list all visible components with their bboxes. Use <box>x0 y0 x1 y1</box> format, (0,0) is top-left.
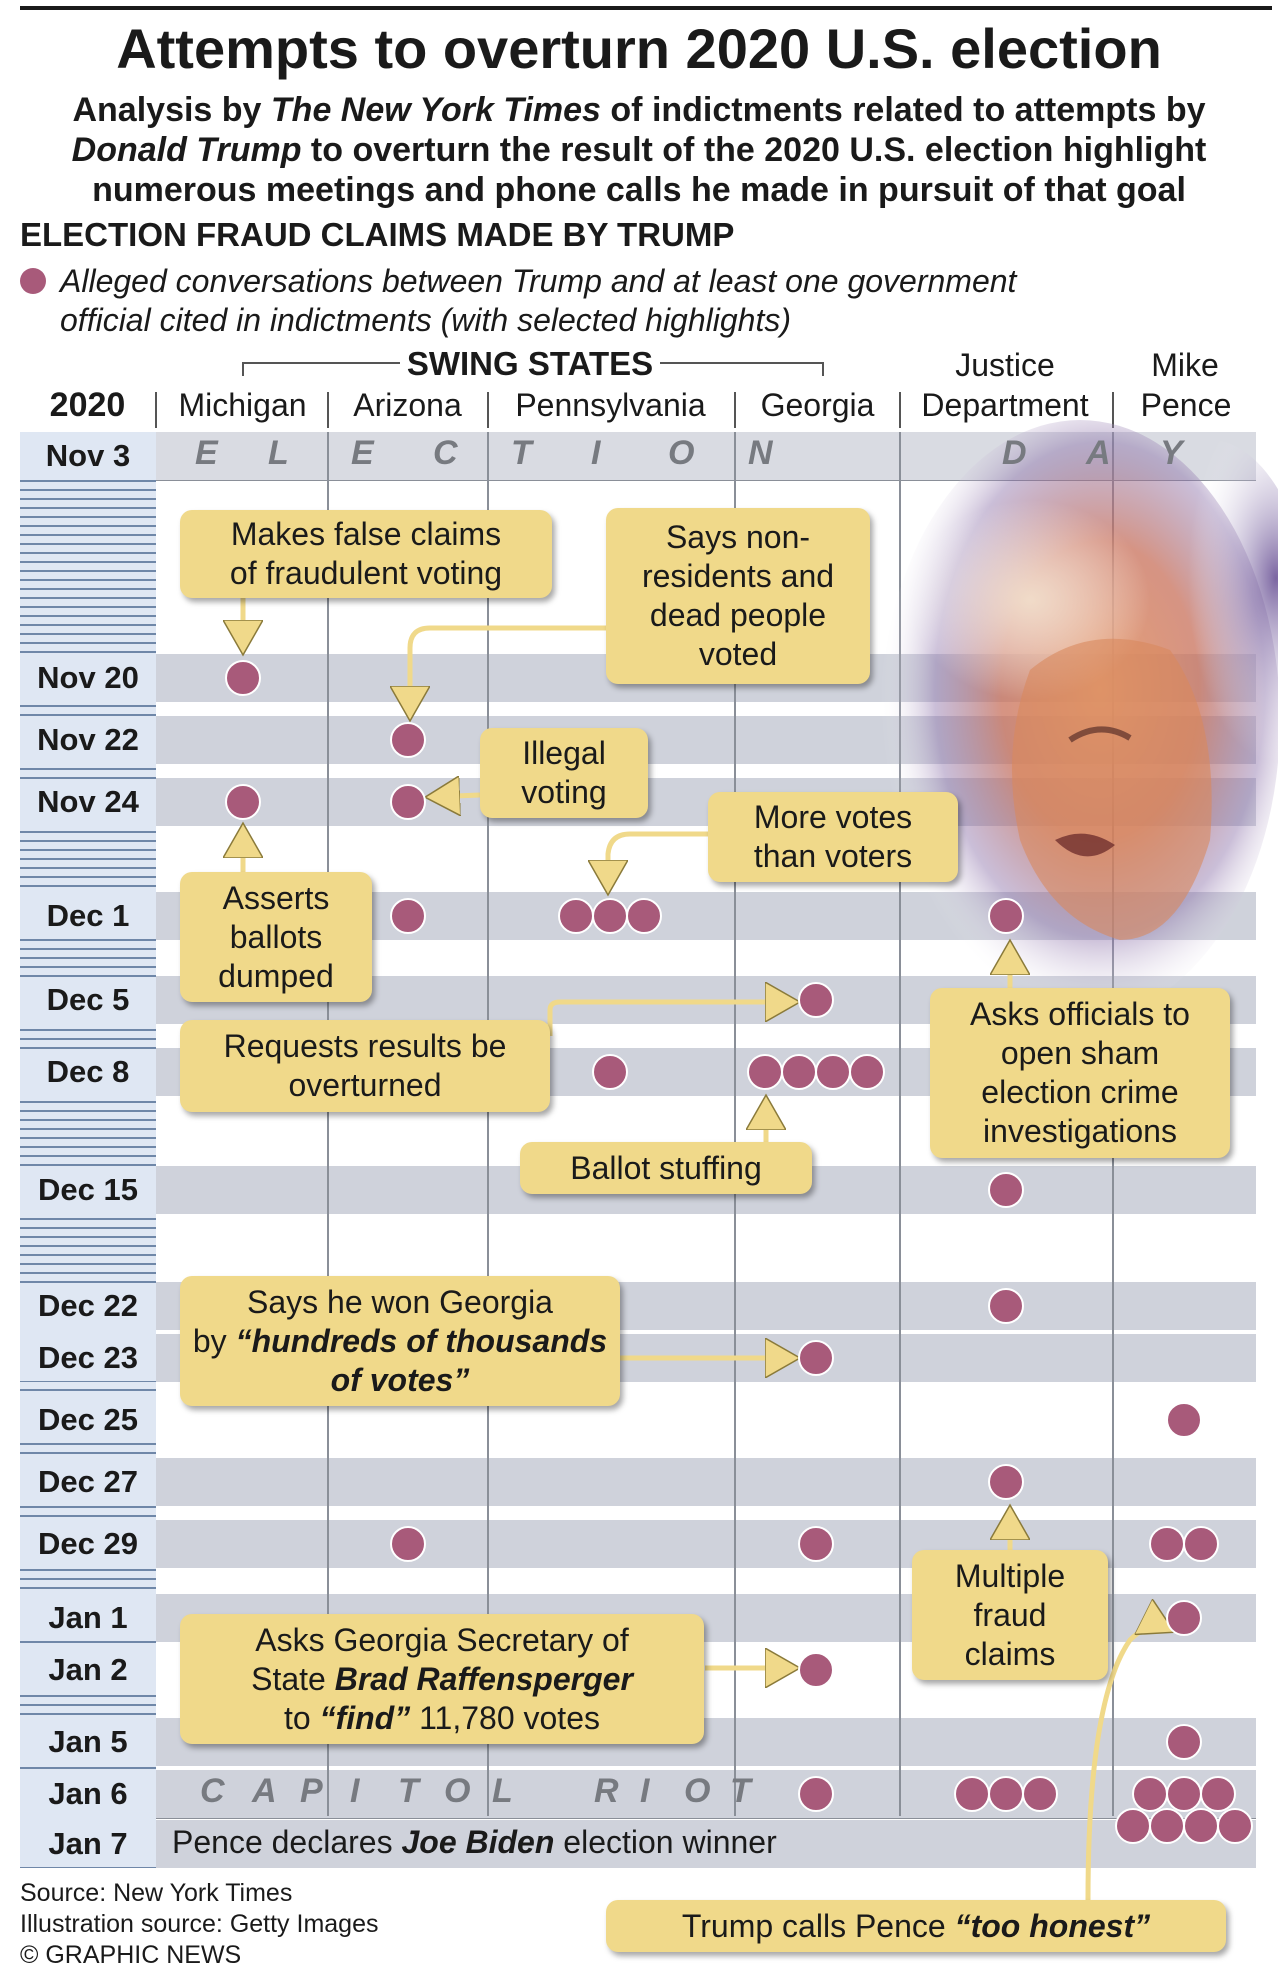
arrow-illegal-voting <box>430 795 480 797</box>
col-header-georgia: Georgia <box>760 387 875 423</box>
callout-multiple-fraud <box>912 1550 1108 1680</box>
pence-header-line2: Pence <box>1140 387 1232 423</box>
election-day-letter: T <box>511 434 532 472</box>
date-label: Dec 15 <box>20 1167 156 1213</box>
capitol-riot-letter: O <box>444 1772 471 1810</box>
conversation-dot <box>626 898 662 934</box>
date-label: Dec 27 <box>20 1459 156 1505</box>
conversation-dot <box>592 898 628 934</box>
conversation-dot <box>1166 1402 1202 1438</box>
conversation-dot <box>1166 1600 1202 1636</box>
raffensperger-line1: Asks Georgia Secretary of <box>255 1621 629 1658</box>
election-day-letter: D <box>1002 434 1027 472</box>
arrow-more-votes <box>608 834 720 890</box>
col-header-michigan: Michigan <box>178 387 307 423</box>
conversation-dot <box>390 898 426 934</box>
capitol-riot-letter: I <box>350 1772 360 1810</box>
illustration-source-line: Illustration source: Getty Images <box>20 1910 379 1938</box>
date-label: Jan 7 <box>20 1821 156 1867</box>
election-day-letter: E <box>195 434 218 472</box>
capitol-riot-letter: R <box>594 1772 619 1810</box>
callout-won-georgia <box>180 1276 620 1406</box>
callout-won-georgia-text <box>180 1283 620 1400</box>
won-georgia-quote: “hundreds of thousands of votes” <box>235 1322 608 1398</box>
callout-too-honest <box>606 1900 1226 1952</box>
year-header: 2020 <box>49 386 126 424</box>
raffensperger-name: Brad Raffensperger <box>334 1660 633 1697</box>
arrow-non-residents <box>410 628 610 716</box>
date-label: Jan 2 <box>20 1647 156 1693</box>
conversation-dot <box>781 1054 817 1090</box>
conversation-dot <box>1022 1776 1058 1812</box>
election-day-letter: I <box>591 434 601 472</box>
source-line: Source: New York Times <box>20 1879 293 1907</box>
callout-results-overturned <box>180 1020 550 1112</box>
jan7-after: election winner <box>554 1824 777 1860</box>
capitol-riot-letter: L <box>492 1772 513 1810</box>
conversation-dot <box>1132 1776 1168 1812</box>
conversation-dot <box>390 722 426 758</box>
capitol-riot-letter: T <box>730 1772 751 1810</box>
conversation-dot <box>1217 1808 1253 1844</box>
capitol-riot-letter: C <box>200 1772 225 1810</box>
conversation-dot <box>558 898 594 934</box>
date-label: Dec 5 <box>20 977 156 1023</box>
callout-too-honest-text <box>682 1907 1150 1946</box>
callout-non-residents <box>606 508 870 684</box>
callout-ballots-dumped <box>180 872 372 1002</box>
page-title: Attempts to overturn 2020 U.S. election <box>116 17 1162 80</box>
conversation-dot <box>225 660 261 696</box>
callout-more-votes <box>708 792 958 882</box>
conversation-dot <box>798 1340 834 1376</box>
capitol-riot-letter: P <box>300 1772 323 1810</box>
conversation-dot <box>1183 1526 1219 1562</box>
conversation-dot <box>988 1172 1024 1208</box>
capitol-riot-letter: O <box>684 1772 711 1810</box>
subtitle-nyt: The New York Times <box>270 91 601 129</box>
date-label: Dec 8 <box>20 1049 156 1095</box>
section-heading: ELECTION FRAUD CLAIMS MADE BY TRUMP <box>20 216 735 253</box>
callout-ballot-stuffing-text: Ballot stuffing <box>570 1149 762 1186</box>
conversation-dot <box>1200 1776 1236 1812</box>
raffensperger-state: State <box>251 1660 335 1697</box>
conversation-dot <box>1166 1776 1202 1812</box>
conversation-dot <box>592 1054 628 1090</box>
callout-raffensperger-text <box>251 1621 633 1738</box>
date-label: Dec 22 <box>20 1283 156 1329</box>
callout-false-claims <box>180 510 552 598</box>
subtitle-part3: to overturn the result of the 2020 U.S. election highlight numerous meetings and phone calls he made in pursuit of that goal <box>92 131 1207 209</box>
subtitle-trump: Donald Trump <box>71 131 302 169</box>
conversation-dot <box>1115 1808 1151 1844</box>
date-label: Nov 24 <box>20 779 156 825</box>
conversation-dot <box>1183 1808 1219 1844</box>
conversation-dot <box>225 784 261 820</box>
election-day-letter: N <box>748 434 773 472</box>
callout-raffensperger <box>180 1614 704 1744</box>
election-day-letter: C <box>433 434 458 472</box>
legend-line2: official cited in indictments (with selected highlights) <box>60 302 791 338</box>
conversation-dot <box>1166 1724 1202 1760</box>
source-credits <box>20 1878 378 1971</box>
conversation-dot <box>390 1526 426 1562</box>
conversation-dot <box>798 1776 834 1812</box>
callout-ballots-dumped-text: Asserts ballots dumped <box>218 879 334 994</box>
callout-non-residents-text: Says non-residents and dead people voted <box>641 519 835 672</box>
capitol-riot-letter: T <box>398 1772 419 1810</box>
date-label: Jan 6 <box>20 1771 156 1817</box>
callout-multiple-fraud-text: Multiple fraud claims <box>954 1557 1066 1672</box>
election-day-letter: A <box>1086 434 1111 472</box>
election-day-letter: Y <box>1160 434 1183 472</box>
conversation-dot <box>988 1776 1024 1812</box>
callout-false-claims-text: Makes false claims of fraudulent voting <box>229 516 503 591</box>
justice-header-line1: Justice <box>955 347 1055 383</box>
date-label: Nov 20 <box>20 655 156 701</box>
date-label: Dec 25 <box>20 1397 156 1443</box>
jan7-name: Joe Biden <box>401 1824 555 1860</box>
date-label: Jan 1 <box>20 1595 156 1641</box>
won-georgia-line1: Says he won Georgia <box>247 1283 553 1320</box>
conversation-dot <box>1149 1526 1185 1562</box>
callout-more-votes-text: More votes than voters <box>753 799 913 874</box>
pence-header-line1: Mike <box>1151 347 1219 383</box>
legend-line1: Alleged conversations between Trump and at least one government <box>60 263 1017 299</box>
conversation-dot <box>988 898 1024 934</box>
conversation-dot <box>798 982 834 1018</box>
date-label: Nov 22 <box>20 717 156 763</box>
callout-results-overturned-text: Requests results be overturned <box>223 1028 507 1103</box>
conversation-dot <box>988 1288 1024 1324</box>
conversation-dot <box>849 1054 885 1090</box>
swing-states-label: SWING STATES <box>400 345 660 383</box>
conversation-dot <box>798 1526 834 1562</box>
justice-header-line2: Department <box>921 387 1089 423</box>
subtitle-part2: of indictments related to attempts by <box>600 91 1206 129</box>
subtitle-part1: Analysis by <box>72 91 271 129</box>
conversation-dot <box>954 1776 990 1812</box>
jan7-before: Pence declares <box>172 1824 402 1860</box>
too-honest-text: Trump calls Pence <box>681 1907 955 1944</box>
conversation-dot <box>747 1054 783 1090</box>
col-header-arizona: Arizona <box>353 387 462 423</box>
callout-ballot-stuffing <box>520 1142 812 1194</box>
conversation-dot <box>798 1652 834 1688</box>
col-header-pennsylvania: Pennsylvania <box>515 387 706 423</box>
conversation-dot <box>1149 1808 1185 1844</box>
capitol-riot-letter: A <box>252 1772 277 1810</box>
too-honest-quote: “too honest” <box>954 1907 1151 1944</box>
conversation-dot <box>988 1464 1024 1500</box>
callout-sham-investigations <box>930 988 1230 1158</box>
raffensperger-find: “find” <box>319 1699 411 1736</box>
callout-sham-investigations-text: Asks officials to open sham election crime investigations <box>970 996 1190 1149</box>
date-label: Jan 5 <box>20 1719 156 1765</box>
copyright-line: © GRAPHIC NEWS <box>20 1941 242 1969</box>
date-label: Dec 29 <box>20 1521 156 1567</box>
capitol-riot-letter: I <box>640 1772 650 1810</box>
election-day-letter: L <box>268 434 289 472</box>
date-label: Dec 23 <box>20 1335 156 1381</box>
callout-illegal-voting <box>480 728 648 818</box>
election-day-letter: E <box>351 434 374 472</box>
election-day-letter: O <box>668 434 695 472</box>
conversation-dot <box>815 1054 851 1090</box>
date-label: Dec 1 <box>20 893 156 939</box>
arrow-results-overturned <box>550 1002 795 1036</box>
raffensperger-to: to <box>284 1699 320 1736</box>
raffensperger-votes: 11,780 votes <box>410 1699 600 1736</box>
date-label: Nov 3 <box>20 433 156 479</box>
won-georgia-by: by <box>192 1322 236 1359</box>
conversation-dot <box>390 784 426 820</box>
callout-illegal-voting-text: Illegal voting <box>521 735 607 810</box>
